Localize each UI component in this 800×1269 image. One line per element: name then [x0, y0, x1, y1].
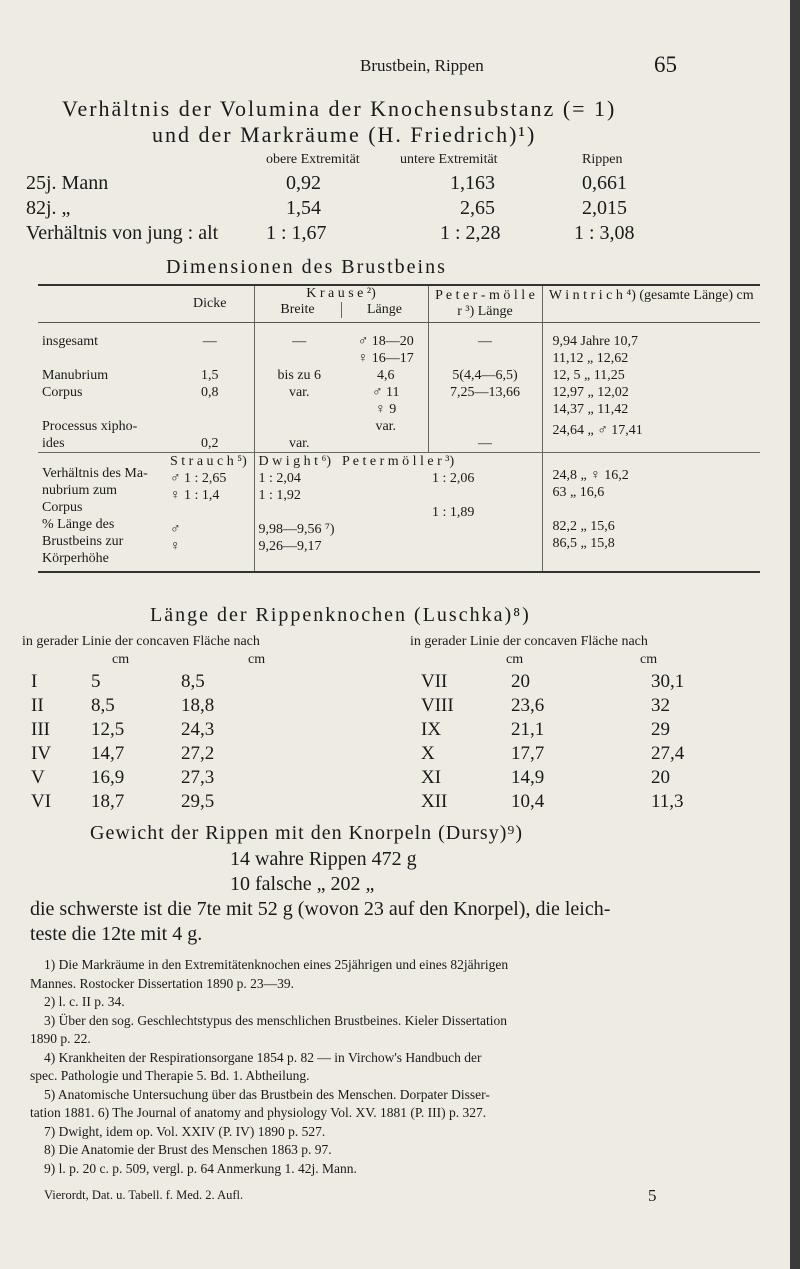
cell: 10,4	[511, 791, 545, 812]
weight-line4: teste die 12te mit 4 g.	[30, 923, 203, 945]
cell: 24,3	[181, 719, 215, 740]
cell: 32	[651, 695, 670, 716]
cell: 29,5	[181, 791, 215, 812]
cell: 1 : 1,67	[266, 222, 327, 244]
petermoeller-head: P e t e r m ö l l e r ³)	[342, 454, 455, 469]
footnote-line: spec. Pathologie und Therapie 5. Bd. 1. Abtheilung.	[30, 1068, 310, 1083]
cell: 1,54	[286, 197, 321, 219]
cell: 16,9	[91, 767, 125, 788]
ribs-left-table	[30, 670, 300, 814]
cell: 82,2 „ 15,6	[552, 519, 615, 534]
cell: 1 : 1,89	[432, 505, 475, 520]
cell: 63 „ 16,6	[552, 485, 605, 500]
cell: 24,8 „ ♀ 16,2	[552, 468, 629, 483]
cell: 24,64 „ ♂ 17,41	[552, 423, 643, 438]
cell: 5	[91, 671, 101, 692]
strauch-head: S t r a u c h ⁵)	[170, 454, 247, 469]
cell: bis zu 6	[277, 368, 322, 383]
head-petermoeller: P e t e r - m ö l l e r ³) Länge	[428, 285, 542, 323]
cell: 17,7	[511, 743, 545, 764]
cell: I	[31, 671, 38, 692]
footnote-line: Mannes. Rostocker Dissertation 1890 p. 23—39.	[30, 975, 294, 991]
cell: VIII	[421, 695, 454, 716]
cell: VII	[421, 671, 448, 692]
row-label: Verhältnis des Ma-	[42, 466, 148, 481]
cell: IV	[31, 743, 52, 764]
row-label: insgesamt	[42, 334, 98, 349]
page-number: 65	[654, 52, 677, 77]
col-head-obere: obere Extremität	[266, 152, 360, 167]
cell: 9,98—9,56 ⁷)	[258, 522, 335, 537]
cell: ♀ 16—17	[357, 351, 414, 366]
cell: 7,25—13,66	[450, 385, 520, 400]
col-head-untere: untere Extremität	[400, 152, 498, 167]
cell: 2,65	[460, 197, 495, 219]
row-label: Verhältnis von jung : alt	[26, 222, 219, 244]
row-label: % Länge des	[42, 517, 115, 532]
cell: 29	[651, 719, 670, 740]
row-label: Corpus	[42, 500, 83, 515]
ribs-col-right: in gerader Linie der concaven Fläche nach	[410, 634, 648, 649]
cell: 0,2	[201, 436, 219, 451]
footnote-line: 4) Krankheiten der Respirationsorgane 1854 p. 82 — in Virchow's Handbuch der	[44, 1049, 482, 1065]
cell: 1 : 3,08	[574, 222, 635, 244]
volumina-title: Verhältnis der Volumina der Knochensubstanz (= 1)	[62, 96, 617, 121]
col-head-rippen: Rippen	[582, 152, 623, 167]
cell: XII	[421, 791, 448, 812]
cell: 18,7	[91, 791, 125, 812]
row-label: 82j. „	[26, 197, 71, 219]
dimensions-table	[38, 284, 760, 573]
cell: 2,015	[582, 197, 627, 219]
cell: 4,6	[377, 368, 395, 383]
weight-line3: die schwerste ist die 7te mit 52 g (wovon 23 auf den Knorpel), die leich-	[30, 898, 611, 920]
weight-line2: 10 falsche „ 202 „	[230, 873, 375, 895]
footnote-line: tation 1881. 6) The Journal of anatomy and physiology Vol. XV. 1881 (P. III) p. 327.	[30, 1105, 487, 1120]
cell: 21,1	[511, 719, 545, 740]
cell: 1,5	[201, 368, 219, 383]
dimensions-title: Dimensionen des Brustbeins	[166, 256, 447, 278]
cell: 8,5	[91, 695, 115, 716]
cell: 30,1	[651, 671, 685, 692]
cell: ♂ 1 : 2,65	[170, 471, 227, 486]
row-label: 25j. Mann	[26, 172, 109, 194]
footnote-line: 7) Dwight, idem op. Vol. XXIV (P. IV) 1890 p. 527.	[44, 1123, 326, 1139]
row-label: nubrium zum	[42, 483, 118, 498]
cell: 12,5	[91, 719, 125, 740]
head-laenge: Länge	[341, 302, 428, 318]
unit: cm	[112, 652, 130, 667]
cell: 9,26—9,17	[258, 539, 322, 554]
cell: IX	[421, 719, 442, 740]
cell: VI	[31, 791, 52, 812]
cell: ♂	[170, 522, 181, 537]
cell: 9,94 Jahre 10,7	[552, 334, 639, 349]
footnote-line: 2) l. c. II p. 34.	[44, 994, 125, 1009]
page-edge	[790, 0, 800, 1269]
cell: 1,163	[450, 172, 495, 194]
cell: 14,37 „ 11,42	[552, 402, 629, 417]
footnote-line: 9) l. p. 20 c. p. 509, vergl. p. 64 Anmerkung 1. 42j. Mann.	[44, 1160, 357, 1176]
footer-signature: 5	[648, 1186, 657, 1205]
row-label: Körperhöhe	[42, 551, 109, 566]
weight-line1: 14 wahre Rippen 472 g	[230, 848, 417, 870]
row-label: Processus xipho-	[42, 419, 138, 434]
footnotes	[30, 956, 770, 1178]
cell: 12,97 „ 12,02	[552, 385, 629, 400]
unit: cm	[640, 652, 658, 667]
row-label: Corpus	[42, 385, 83, 400]
cell: 18,8	[181, 695, 215, 716]
cell: 27,4	[651, 743, 685, 764]
cell: 5(4,4—6,5)	[452, 368, 518, 383]
ribs-title: Länge der Rippenknochen (Luschka)⁸)	[150, 604, 531, 626]
cell: 86,5 „ 15,8	[552, 536, 615, 551]
head-breite: Breite	[280, 302, 315, 317]
head-krause-group	[254, 285, 428, 323]
dwight-head: D w i g h t ⁶)	[258, 454, 332, 469]
cell: 27,2	[181, 743, 215, 764]
volumina-title-2: und der Markräume (H. Friedrich)¹)	[152, 122, 537, 147]
cell: ♀ 9	[375, 402, 397, 417]
cell: 12, 5 „ 11,25	[552, 368, 625, 383]
cell: —	[292, 334, 307, 349]
cell: var.	[375, 419, 397, 434]
cell: ♂ 18—20	[357, 334, 414, 349]
footnote-line: 3) Über den sog. Geschlechtstypus des menschlichen Brustbeines. Kieler Dissertation	[44, 1012, 508, 1028]
cell: var.	[288, 436, 310, 451]
cell: 23,6	[511, 695, 545, 716]
cell: 0,92	[286, 172, 321, 194]
row-label: ides	[42, 436, 65, 451]
head-dicke: Dicke	[166, 285, 254, 323]
head-wintrich: W i n t r i c h ⁴) (gesamte Länge) cm	[542, 285, 760, 323]
cell: —	[478, 334, 492, 349]
cell: —	[478, 436, 492, 451]
cell: 1 : 2,28	[440, 222, 501, 244]
cell: 1 : 2,04	[258, 471, 301, 486]
cell: —	[202, 334, 217, 349]
cell: X	[421, 743, 435, 764]
footnote-line: 5) Anatomische Untersuchung über das Brustbein des Menschen. Dorpater Disser-	[44, 1086, 490, 1102]
head-krause: K r a u s e ²)	[306, 286, 376, 301]
footnote-line: 8) Die Anatomie der Brust des Menschen 1863 p. 97.	[44, 1142, 332, 1157]
running-title: Brustbein, Rippen	[360, 56, 484, 75]
cell: 1 : 2,06	[432, 471, 475, 486]
cell: XI	[421, 767, 442, 788]
cell: 14,9	[511, 767, 545, 788]
ribs-col-left: in gerader Linie der concaven Fläche nach	[22, 634, 260, 649]
weight-title: Gewicht der Rippen mit den Knorpeln (Dursy)⁹)	[90, 822, 523, 844]
unit: cm	[248, 652, 266, 667]
footnote-line: 1) Die Markräume in den Extremitätenknochen eines 25jährigen und eines 82jährigen	[44, 957, 509, 972]
cell: 20	[651, 767, 670, 788]
footer-left: Vierordt, Dat. u. Tabell. f. Med. 2. Aufl.	[44, 1188, 244, 1202]
row-label: Brustbeins zur	[42, 534, 124, 549]
cell: 0,661	[582, 172, 627, 194]
cell: var.	[288, 385, 310, 400]
cell: ♀	[170, 539, 181, 554]
cell: 1 : 1,92	[258, 488, 301, 503]
cell: ♀ 1 : 1,4	[170, 488, 220, 503]
cell: 20	[511, 671, 530, 692]
unit: cm	[506, 652, 524, 667]
footnote-line: 1890 p. 22.	[30, 1031, 91, 1046]
cell: ♂ 11	[372, 385, 400, 400]
cell: 11,3	[651, 791, 684, 812]
cell: 27,3	[181, 767, 215, 788]
cell: 0,8	[201, 385, 219, 400]
cell: 11,12 „ 12,62	[552, 351, 629, 366]
cell: III	[31, 719, 50, 740]
ribs-right-table	[420, 670, 730, 814]
row-label: Manubrium	[42, 368, 109, 383]
cell: V	[31, 767, 45, 788]
cell: 8,5	[181, 671, 205, 692]
cell: II	[31, 695, 44, 716]
cell: 14,7	[91, 743, 125, 764]
